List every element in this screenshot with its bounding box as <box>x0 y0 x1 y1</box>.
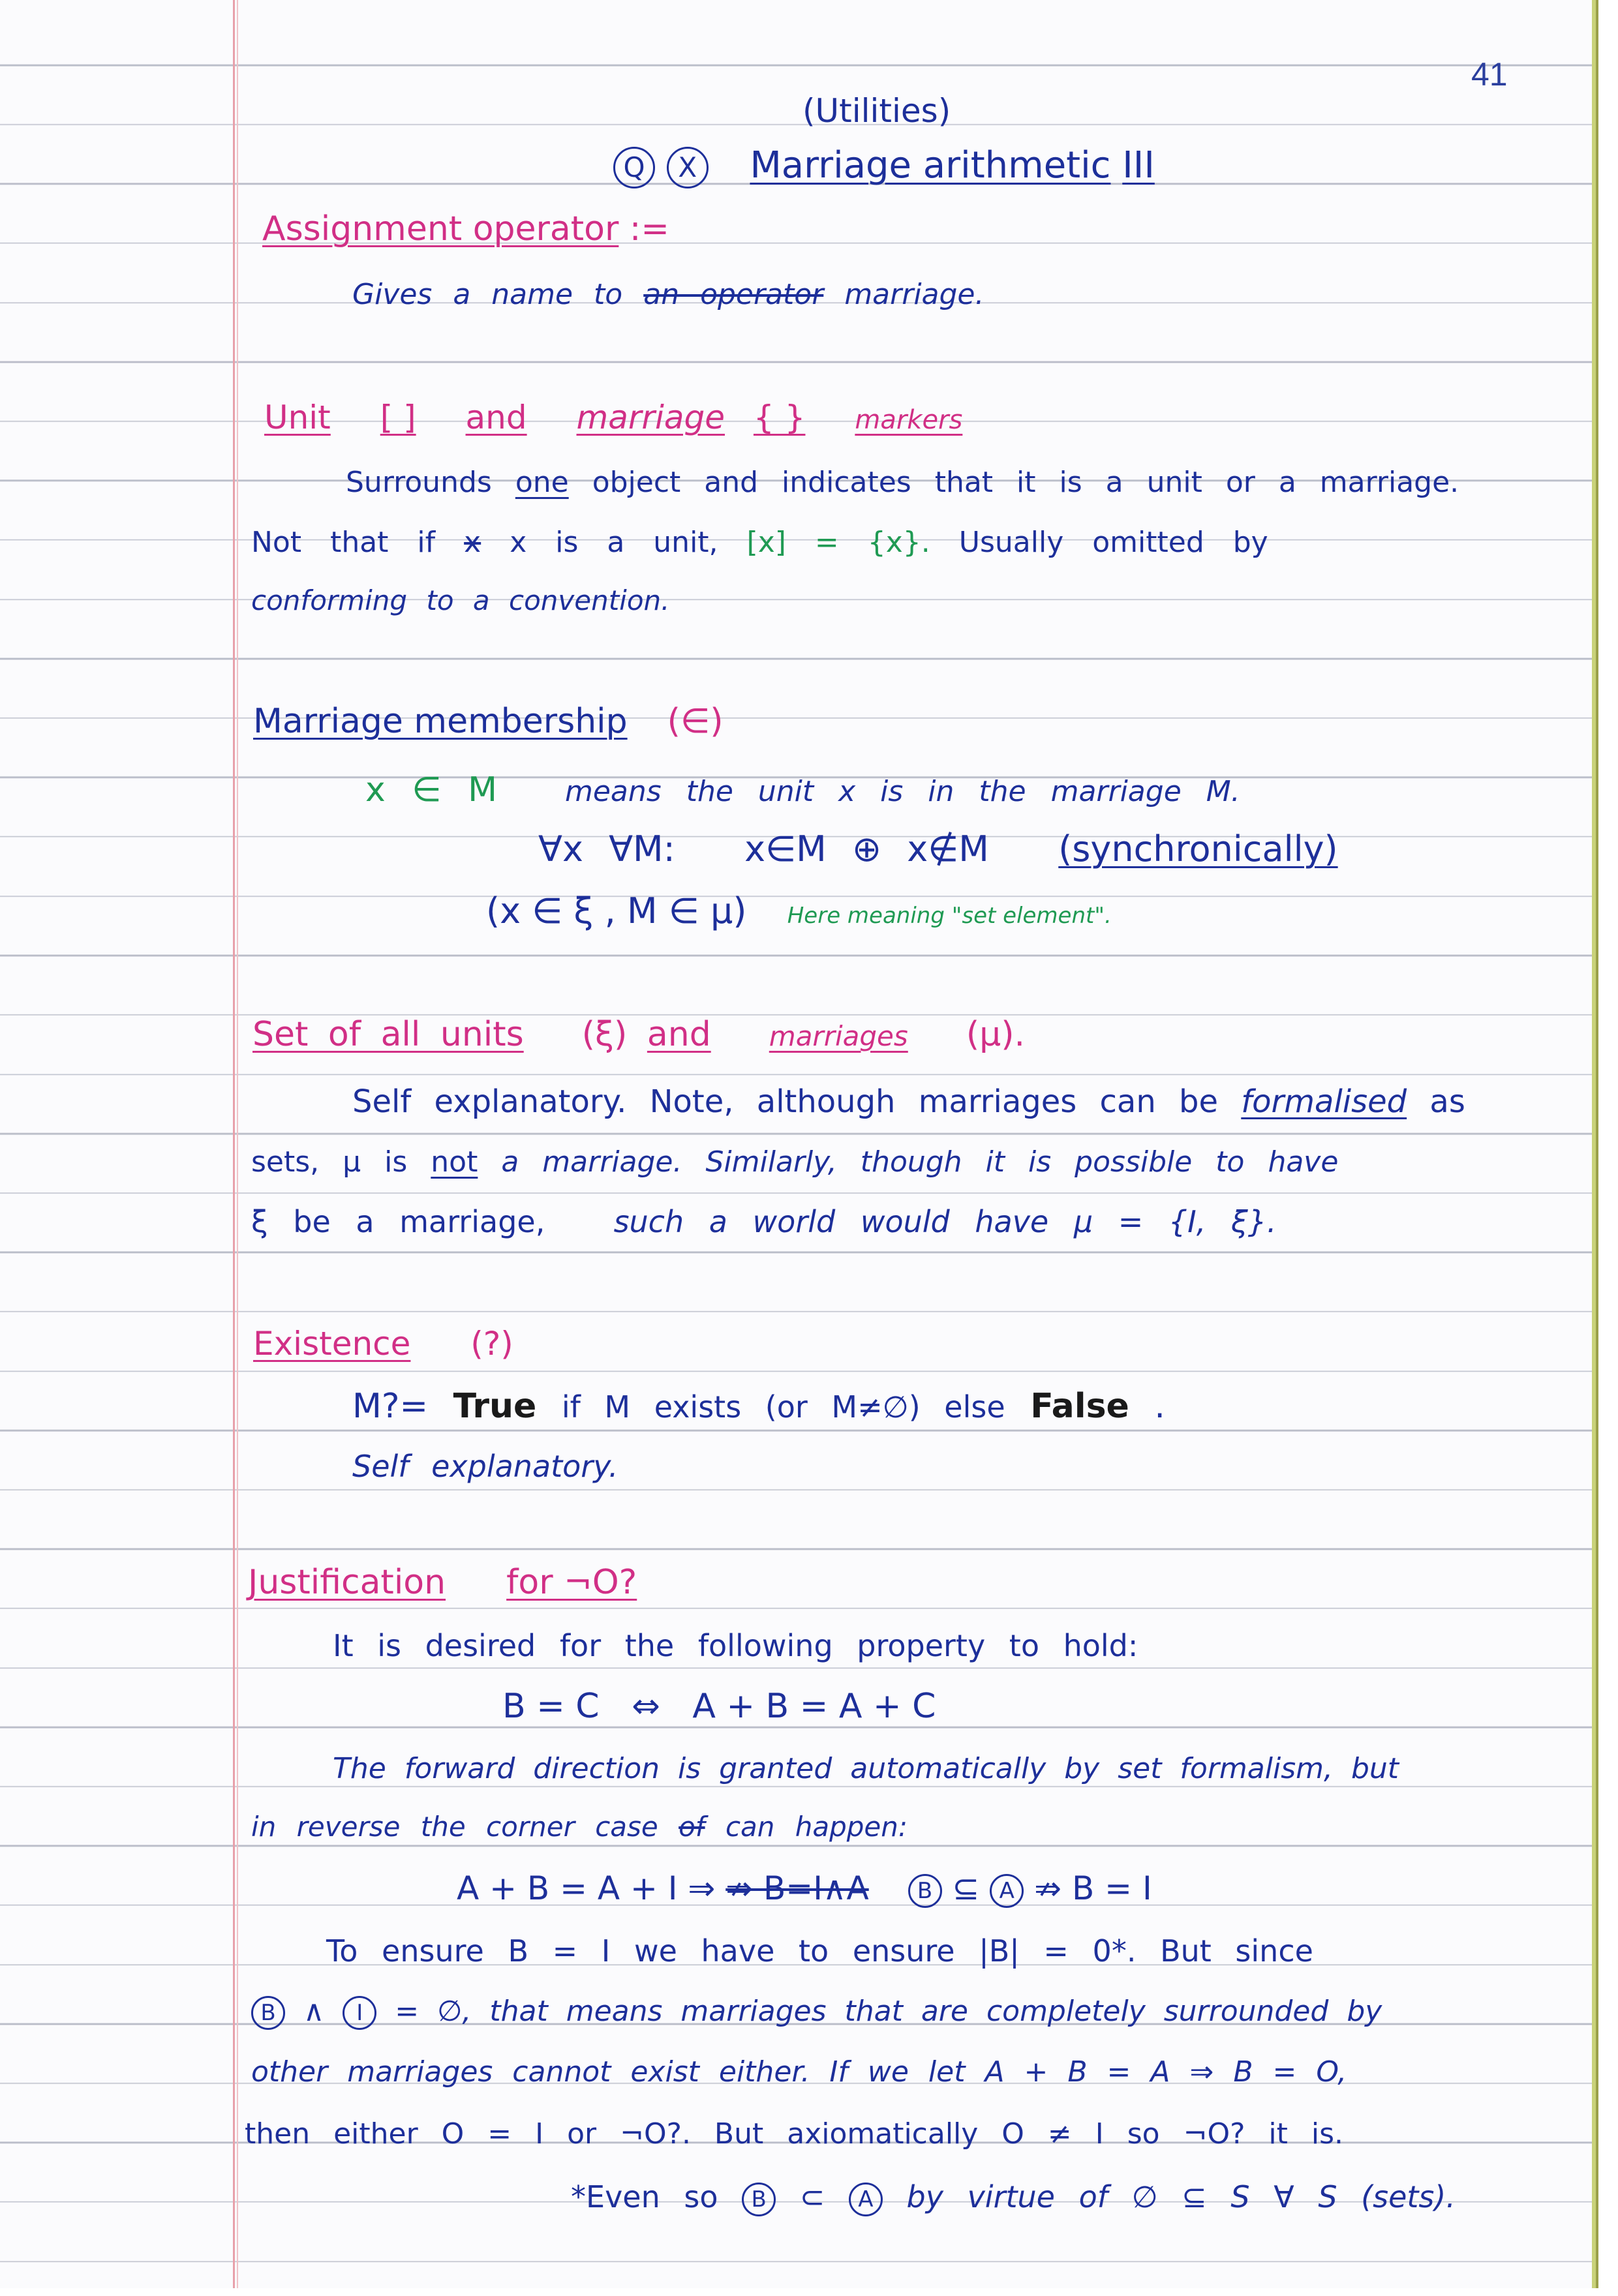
unit-symbol: [ ] <box>380 399 416 436</box>
justification-line-9: then either O = I or ¬O?. But axiomatically O ≠ I so ¬O? it is. <box>245 2117 1344 2151</box>
assignment-heading: Assignment operator <box>262 209 619 249</box>
footnote-subset: ⊂ <box>799 2179 825 2214</box>
x-circle-icon: X <box>667 147 709 189</box>
justification-and: ∧ <box>303 1995 325 2028</box>
justification-line-6: To ensure B = I we have to ensure |B| = 0*. But since <box>326 1933 1313 1969</box>
justification-line-4-b: can happen: <box>725 1811 908 1843</box>
b-circle-icon: B <box>251 1996 285 2030</box>
header-subtitle: (Utilities) <box>802 92 951 130</box>
sets-line-3 <box>251 1204 1277 1239</box>
assignment-symbol: := <box>629 209 669 249</box>
footnote-e: by virtue of ∅ ⊆ S ∀ S (sets). <box>906 2179 1456 2214</box>
sets-line-3-a: ξ be a marriage, <box>251 1204 545 1239</box>
existence-symbol: (?) <box>470 1325 513 1363</box>
justification-property: B = C ⇔ A + B = A + C <box>502 1687 936 1726</box>
existence-line-1-b: if M exists (or M≠∅) else <box>561 1389 1005 1425</box>
unit-line-2-b: x is a unit, <box>510 526 718 559</box>
sets-line-2-b: a marriage. Similarly, though it is possible to have <box>501 1145 1339 1179</box>
membership-axiom-formula: x∈M ⊕ x∉M <box>744 828 989 869</box>
existence-line-1 <box>352 1387 1165 1426</box>
unit-line-2 <box>251 528 1268 557</box>
justification-line-4 <box>251 1813 908 1841</box>
page-title: Marriage arithmetic <box>750 144 1111 187</box>
justification-heading: Justification <box>248 1563 446 1602</box>
sets-line-1-a: Self explanatory. Note, although marriages can be <box>352 1083 1219 1120</box>
page-number: 41 <box>1471 56 1508 93</box>
membership-heading-row <box>253 702 724 741</box>
sets-formalised: formalised <box>1241 1083 1407 1120</box>
membership-domain: (x ∈ ξ , M ∈ μ) <box>486 890 747 931</box>
margin-line <box>233 0 235 2288</box>
existence-line-2: Self explanatory. <box>352 1449 618 1484</box>
q-circle-icon: Q <box>613 147 655 189</box>
membership-def-text: means the unit x is in the marriage M. <box>565 775 1240 808</box>
justification-implication <box>457 1869 1152 1908</box>
b-circle-icon: B <box>908 1874 942 1908</box>
page-title-row <box>613 144 1155 189</box>
justification-line-3: The forward direction is granted automatically by set formalism, but <box>333 1752 1399 1785</box>
sets-heading-and: and <box>647 1015 711 1054</box>
unit-line-2-c: Usually omitted by <box>958 526 1268 559</box>
membership-axiom-quantifier: ∀x ∀M: <box>538 828 675 869</box>
sets-heading-row <box>252 1015 1026 1054</box>
sets-line-2 <box>251 1145 1339 1179</box>
assignment-heading-row <box>262 209 669 249</box>
sets-line-3-b: such a world would have μ = {I, ξ}. <box>613 1204 1277 1239</box>
justification-line-7-d: = ∅, that means marriages that are completely surrounded by <box>395 1995 1382 2028</box>
sets-line-2-a: sets, μ <box>251 1145 361 1179</box>
unit-line-2-struck: x <box>464 526 481 559</box>
sets-heading: Set of all units <box>252 1015 524 1054</box>
justification-line-7 <box>251 1996 1382 2030</box>
unit-line-2-a: Not that if <box>251 526 436 559</box>
existence-true: True <box>453 1387 537 1426</box>
membership-axiom-note: (synchronically) <box>1058 828 1338 869</box>
assignment-body-end: marriage. <box>844 278 985 311</box>
i-circle-icon: I <box>343 1996 376 2030</box>
existence-m-query: M?= <box>352 1387 429 1426</box>
sets-line-1-b: as <box>1429 1083 1465 1120</box>
membership-heading: Marriage membership <box>253 702 628 741</box>
marriage-symbol: { } <box>753 399 806 436</box>
unit-line-3: conforming to a convention. <box>251 584 670 616</box>
membership-domain-row <box>486 890 1112 931</box>
justification-impl-struck: ⇏ B=I∧A <box>725 1869 869 1907</box>
unit-heading-and: and <box>465 399 527 436</box>
a-circle-icon: A <box>990 1874 1024 1908</box>
page-edge-shadow <box>1596 0 1598 2288</box>
justification-heading-b: for ¬O? <box>506 1563 637 1602</box>
membership-formula: x ∈ M <box>365 770 497 809</box>
membership-definition <box>365 770 1240 809</box>
justification-subseteq: ⊆ <box>952 1869 980 1907</box>
a-circle-icon: A <box>849 2183 883 2216</box>
membership-note: Here meaning "set element". <box>787 903 1112 929</box>
unit-line-1-a: Surrounds <box>346 466 492 499</box>
assignment-body-text: Gives a name to <box>352 278 623 311</box>
page-title-roman: III <box>1122 144 1155 187</box>
existence-heading-row <box>253 1325 513 1363</box>
justification-impl-e: ⇏ B = I <box>1034 1869 1152 1907</box>
unit-formula: [x] = {x}. <box>746 526 930 559</box>
footnote-a: *Even so <box>571 2179 718 2214</box>
justification-line-8: other marriages cannot exist either. If we let A + B = A ⇒ B = O, <box>251 2055 1347 2089</box>
justification-line-1: It is desired for the following property to hold: <box>333 1628 1138 1663</box>
justification-footnote <box>571 2179 1456 2216</box>
sets-heading-marriages: marriages <box>769 1020 908 1052</box>
assignment-body <box>352 280 985 309</box>
markers-heading: markers <box>855 405 963 435</box>
b-circle-icon: B <box>742 2183 776 2216</box>
existence-line-1-end: . <box>1154 1387 1165 1426</box>
justification-line-4-a: in reverse the corner case <box>251 1811 658 1843</box>
sets-mu-symbol: (μ). <box>966 1015 1026 1054</box>
margin-line-secondary <box>237 0 238 2288</box>
sets-xi-symbol: (ξ) <box>581 1015 628 1054</box>
justification-impl-a: A + B = A + I ⇒ <box>457 1869 716 1907</box>
sets-not: not <box>431 1145 478 1179</box>
sets-line-2-is: is <box>384 1145 408 1179</box>
membership-symbol: (∈) <box>667 702 724 741</box>
justification-line-4-struck: of <box>679 1811 705 1843</box>
unit-line-1-one: one <box>515 466 569 499</box>
sets-line-1 <box>352 1083 1465 1120</box>
assignment-struck-text: an operator <box>643 278 824 311</box>
justification-heading-row <box>248 1563 637 1602</box>
unit-heading-row <box>264 401 962 434</box>
membership-axiom <box>538 828 1338 869</box>
existence-false: False <box>1030 1387 1129 1426</box>
existence-heading: Existence <box>253 1325 411 1363</box>
unit-line-1-b: object and indicates that it is a unit or a marriage. <box>592 466 1459 499</box>
unit-heading: Unit <box>264 399 331 436</box>
unit-line-1 <box>346 468 1459 497</box>
marriage-heading: marriage <box>576 399 725 436</box>
